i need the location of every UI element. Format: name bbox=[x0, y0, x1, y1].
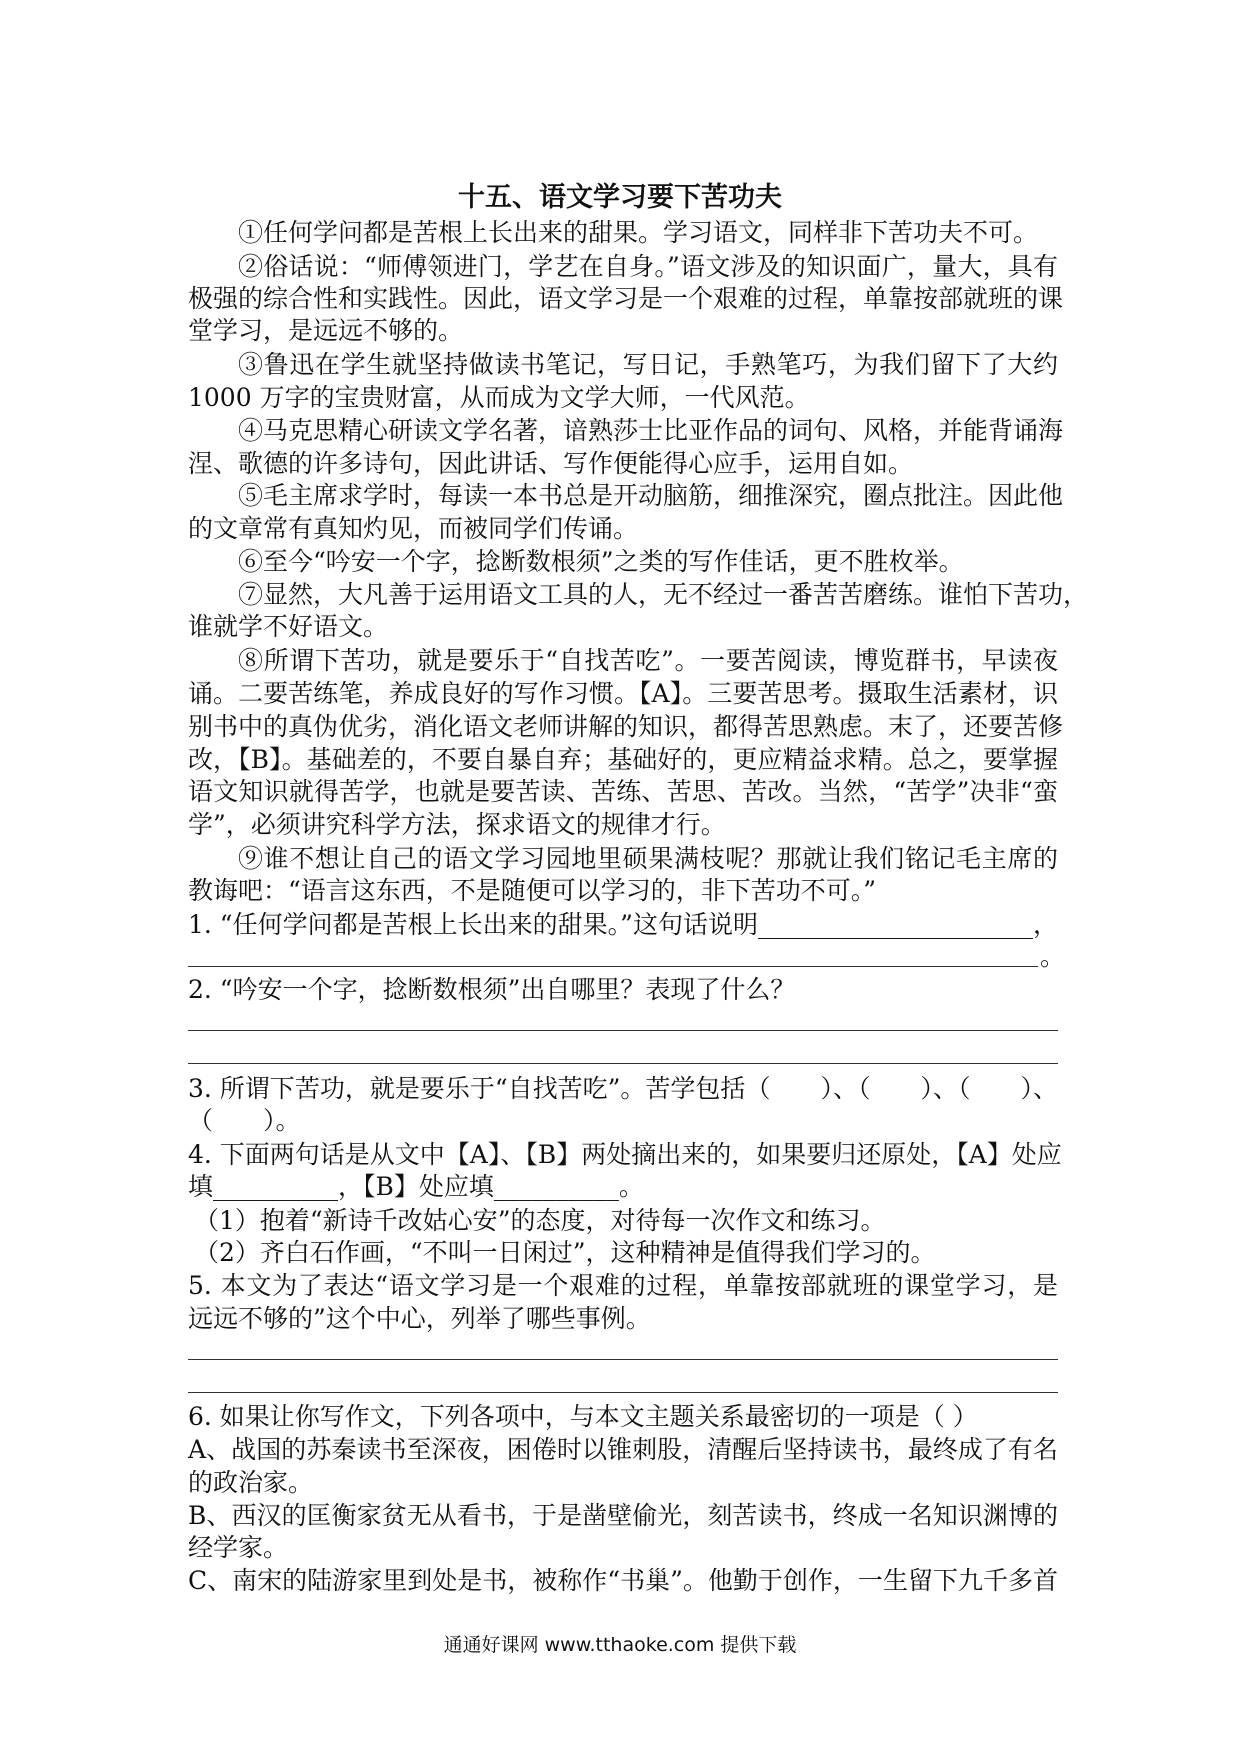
option-c: C、南宋的陆游家里到处是书，被称作“书巢”。他勤于创作，一生留下九千多首 bbox=[188, 1566, 1058, 1595]
question-3-cont: （ ）。 bbox=[188, 1106, 301, 1135]
passage-line: ③鲁迅在学生就坚持做读书笔记，写日记，手熟笔巧，为我们留下了大约 bbox=[238, 350, 1058, 379]
answer-line[interactable] bbox=[188, 966, 1038, 967]
passage-line: ④马克思精心研读文学名著，谙熟莎士比亚作品的词句、风格，并能背诵海 bbox=[238, 416, 1064, 445]
passage-line: 语文知识就得苦学，也就是要苦读、苦练、苦思、苦改。当然，“苦学”决非“蛮 bbox=[188, 777, 1058, 806]
passage-line: 学”，必须讲究科学方法，探求语文的规律才行。 bbox=[188, 810, 726, 839]
question-5-cont: 远远不够的”这个中心，列举了哪些事例。 bbox=[188, 1304, 651, 1333]
passage-line: 诵。二要苦练笔，养成良好的写作习惯。【A】。三要苦思考。摄取生活素材，识 bbox=[188, 679, 1058, 708]
question-4-option-1: （1）抱着“新诗千改姑心安”的态度，对待每一次作文和练习。 bbox=[194, 1206, 886, 1235]
option-a: A、战国的苏秦读书至深夜，困倦时以锥刺股，清醒后坚持读书，最终成了有名 bbox=[188, 1435, 1058, 1464]
question-4: 4. 下面两句话是从文中【A】、【B】两处摘出来的，如果要归还原处，【A】处应 bbox=[188, 1140, 1062, 1169]
passage-line: 别书中的真伪优劣，消化语文老师讲解的知识，都得苦思熟虑。末了，还要苦修 bbox=[188, 712, 1064, 741]
passage-line: 的文章常有真知灼见，而被同学们传诵。 bbox=[188, 514, 639, 543]
passage-line: 极强的综合性和实践性。因此，语文学习是一个艰难的过程，单靠按部就班的课 bbox=[188, 284, 1064, 313]
page-title: 十五、语文学习要下苦功夫 bbox=[458, 182, 782, 213]
question-2: 2. “吟安一个字，捻断数根须”出自哪里？表现了什么？ bbox=[188, 975, 796, 1004]
passage-line: ①任何学问都是苦根上长出来的甜果。学习语文，同样非下苦功夫不可。 bbox=[238, 218, 1039, 247]
passage-line: ⑦显然，大凡善于运用语文工具的人，无不经过一番苦苦磨练。谁怕下苦功， bbox=[238, 580, 1089, 609]
question-5: 5. 本文为了表达“语文学习是一个艰难的过程，单靠按部就班的课堂学习，是 bbox=[188, 1271, 1058, 1300]
passage-line: ⑨谁不想让自己的语文学习园地里硕果满枝呢？那就让我们铭记毛主席的 bbox=[238, 844, 1058, 873]
passage-line: 改，【B】。基础差的，不要自暴自弃；基础好的，更应精益求精。总之，要掌握 bbox=[188, 745, 1058, 774]
passage-line: 教诲吧：“语言这东西，不是随便可以学习的，非下苦功不可。” bbox=[188, 876, 877, 905]
page-footer: 通通好课网 www.tthaoke.com 提供下载 bbox=[443, 1634, 797, 1656]
answer-line[interactable] bbox=[188, 1063, 1058, 1064]
question-1-end: 。 bbox=[1040, 942, 1066, 971]
passage-line: ⑧所谓下苦功，就是要乐于“自找苦吃”。一要苦阅读，博览群书，早读夜 bbox=[238, 646, 1058, 675]
passage-line: ⑤毛主席求学时，每读一本书总是开动脑筋，细推深究，圈点批注。因此他 bbox=[238, 481, 1064, 510]
passage-line: 堂学习，是远远不够的。 bbox=[188, 316, 464, 345]
answer-line[interactable] bbox=[188, 1392, 1058, 1393]
passage-line: ②俗话说：“师傅领进门，学艺在自身。”语文涉及的知识面广，量大，具有 bbox=[238, 252, 1058, 281]
question-4-cont: 填__________，【B】处应填__________。 bbox=[188, 1172, 644, 1201]
question-3: 3. 所谓下苦功，就是要乐于“自找苦吃”。苦学包括（ ）、（ ）、（ ）、 bbox=[188, 1074, 1058, 1103]
passage-line: 谁就学不好语文。 bbox=[188, 612, 389, 641]
answer-line[interactable] bbox=[188, 1359, 1058, 1360]
option-b: B、西汉的匡衡家贫无从看书，于是凿壁偷光，刻苦读书，终成一名知识渊博的 bbox=[188, 1501, 1058, 1530]
option-b-cont: 经学家。 bbox=[188, 1533, 289, 1562]
passage-line: 1000 万字的宝贵财富，从而成为文学大师，一代风范。 bbox=[188, 383, 810, 412]
answer-line[interactable] bbox=[188, 1030, 1058, 1031]
question-1: 1. “任何学问都是苦根上长出来的甜果。”这句话说明______________________， bbox=[188, 910, 1058, 939]
question-6: 6. 如果让你写作文，下列各项中，与本文主题关系最密切的一项是（ ） bbox=[188, 1402, 978, 1431]
passage-line: 涅、歌德的许多诗句，因此讲话、写作便能得心应手，运用自如。 bbox=[188, 449, 914, 478]
option-a-cont: 的政治家。 bbox=[188, 1468, 314, 1497]
question-4-option-2: （2）齐白石作画，“不叫一日闲过”，这种精神是值得我们学习的。 bbox=[194, 1238, 936, 1267]
passage-line: ⑥至今“吟安一个字，捻断数根须”之类的写作佳话，更不胜枚举。 bbox=[238, 547, 964, 576]
